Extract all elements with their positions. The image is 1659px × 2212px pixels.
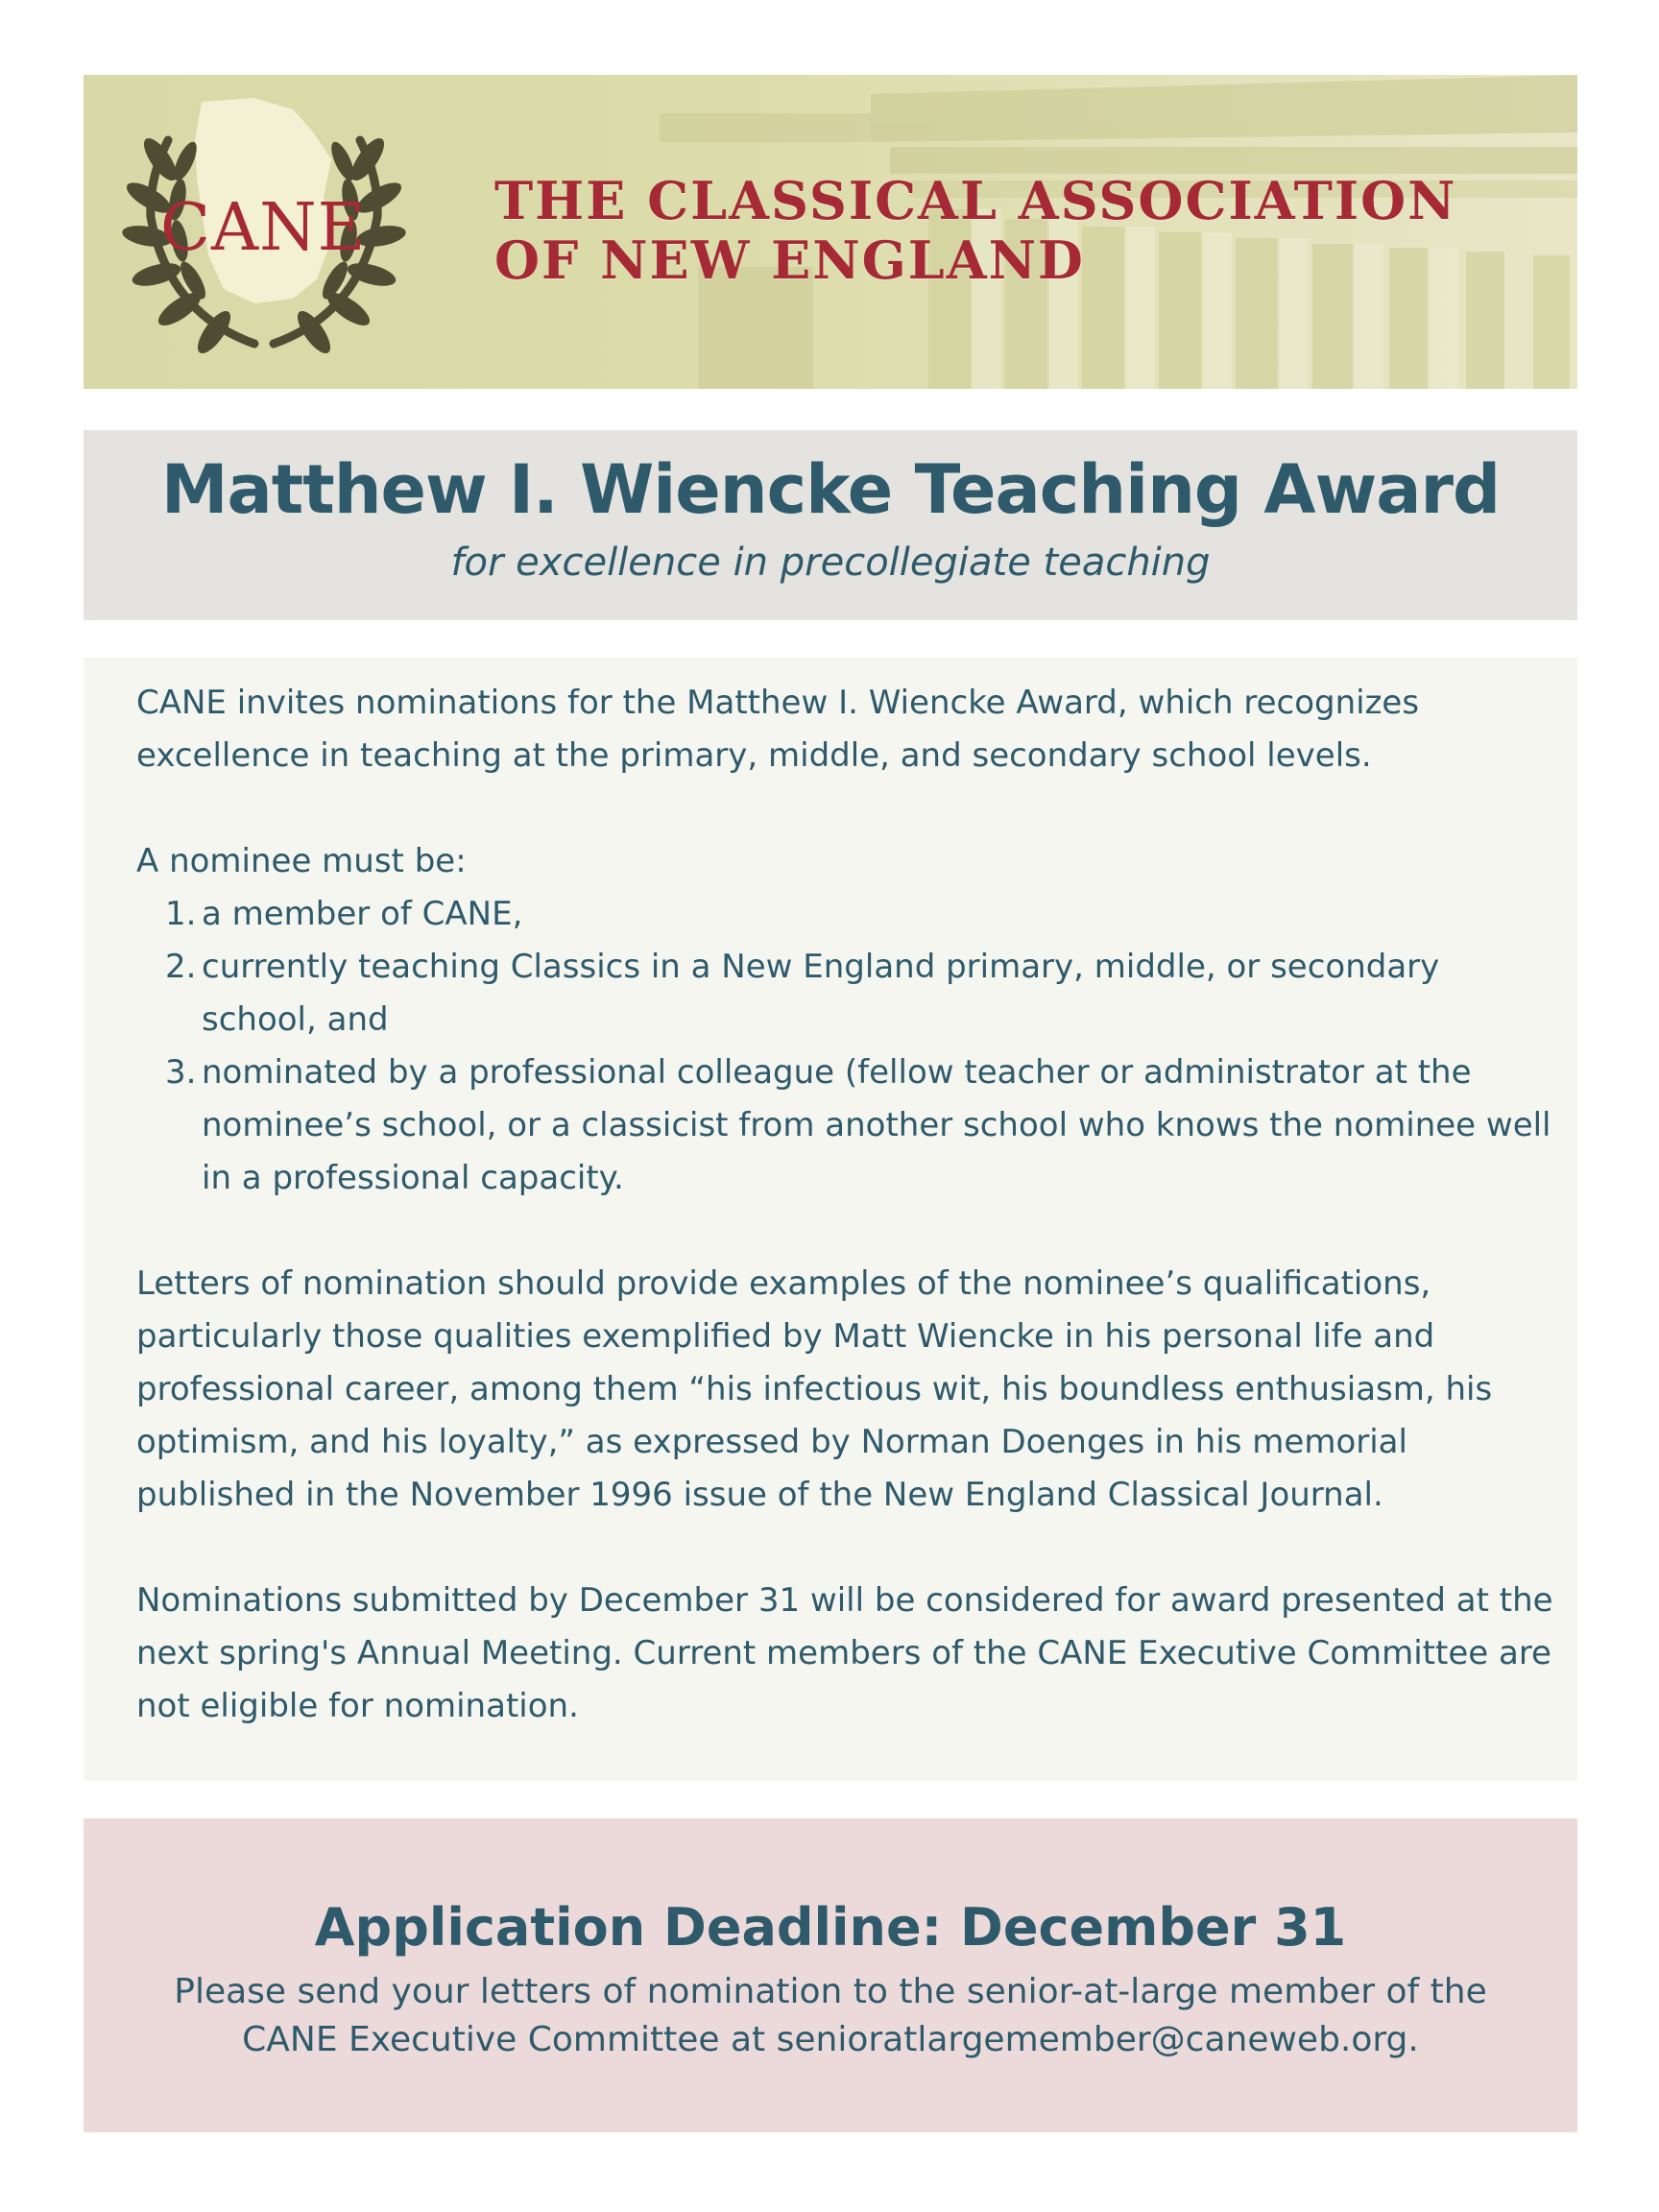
list-number: 1. (165, 895, 197, 933)
header-banner (84, 75, 1577, 389)
deadline-title: Application Deadline: December 31 (314, 1897, 1347, 1958)
cane-logo (110, 92, 418, 371)
organization-name-line-1: THE CLASSICAL ASSOCIATION (494, 170, 1457, 231)
intro-paragraph: CANE invites nominations for the Matthew I. Wiencke Award, which recognizes excellence in teaching at the primary, middle, and secondary school levels. (136, 684, 1420, 775)
organization-name-line-2: OF NEW ENGLAND (494, 229, 1085, 291)
organization-name (494, 171, 1457, 290)
deadline-instructions: Please send your letters of nomination to the senior-at-large member of the CANE Executive Committee at senioratlargemember@caneweb.org. (174, 1972, 1487, 2059)
award-subtitle: for excellence in precollegiate teaching (450, 541, 1211, 585)
logo-text: CANE (160, 190, 367, 266)
description-text (136, 677, 1557, 1733)
list-item-text: currently teaching Classics in a New England primary, middle, or secondary school, and (202, 948, 1440, 1039)
award-title-band (84, 430, 1577, 620)
requirements-list (136, 888, 1557, 1205)
deadline-note-paragraph: Nominations submitted by December 31 will be considered for award presented at the next spring's Annual Meeting. Current members of the CANE Executive Committee are not eligible for nomination. (136, 1581, 1553, 1725)
list-item-text: nominated by a professional colleague (fellow teacher or administrator at the nominee’s school, or a classicist from another school who knows the nominee well in a professional capacity. (202, 1053, 1551, 1197)
list-item (136, 888, 1557, 941)
list-item (136, 941, 1557, 1046)
requirements-lead: A nominee must be: (136, 842, 467, 880)
list-item-text: a member of CANE, (202, 895, 523, 933)
list-item (136, 1046, 1557, 1205)
deadline-section (84, 1818, 1577, 2132)
list-number: 2. (165, 948, 197, 986)
list-number: 3. (165, 1053, 197, 1092)
letters-paragraph: Letters of nomination should provide examples of the nominee’s qualifications, particularly those qualities exemplified by Matt Wiencke in his personal life and professional career, among them “his infectious wit, his boundless enthusiasm, his optimism, and his loyalty,” as expressed by Norman Doenges in his memorial published in the November 1996 issue of the New England Classical Journal. (136, 1264, 1493, 1514)
award-title: Matthew I. Wiencke Teaching Award (160, 450, 1501, 529)
award-description (84, 658, 1577, 1781)
